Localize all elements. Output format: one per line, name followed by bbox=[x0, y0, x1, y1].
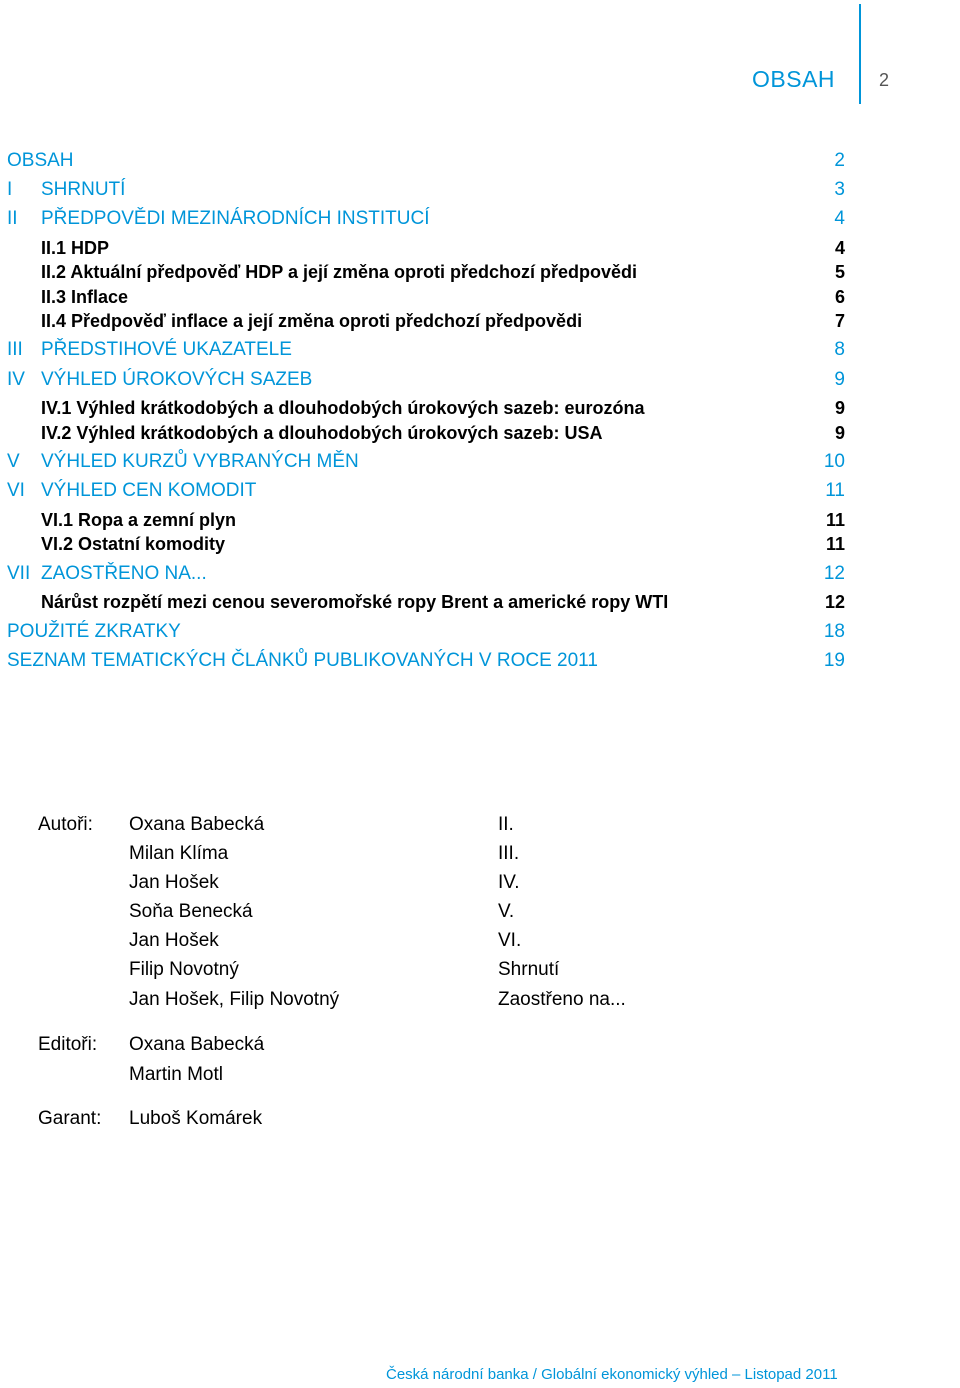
toc-entry-title: VÝHLED KURZŮ VYBRANÝCH MĚN bbox=[41, 451, 359, 472]
toc-entry-page: 11 bbox=[825, 534, 845, 554]
toc-entry-page: 11 bbox=[825, 510, 845, 530]
toc-entry-title: VI.1 Ropa a zemní plyn bbox=[41, 510, 237, 530]
toc-entry-title: Nárůst rozpětí mezi cenou severomořské ropy Brent a americké ropy WTI bbox=[41, 592, 669, 612]
toc-entry-number: V bbox=[7, 451, 20, 472]
toc-entry-page: 4 bbox=[834, 238, 845, 258]
toc-entry-title: II.3 Inflace bbox=[41, 287, 129, 307]
toc-entry[interactable] bbox=[7, 287, 845, 311]
author-section: Shrnutí bbox=[498, 959, 560, 980]
header-title: OBSAH bbox=[752, 66, 836, 92]
editor-name: Martin Motl bbox=[129, 1064, 223, 1085]
author-section: VI. bbox=[498, 930, 522, 951]
toc-entry[interactable] bbox=[7, 179, 845, 203]
author-name: Jan Hošek, Filip Novotný bbox=[129, 989, 340, 1010]
author-name: Jan Hošek bbox=[129, 872, 219, 893]
authors-label: Autoři: bbox=[38, 814, 93, 835]
toc-entry[interactable] bbox=[7, 423, 845, 447]
toc-entry-title: VI.2 Ostatní komodity bbox=[41, 534, 226, 554]
toc-entry-number: II bbox=[7, 208, 18, 229]
toc-entry-number: I bbox=[7, 179, 13, 200]
toc-entry-title: ZAOSTŘENO NA... bbox=[41, 563, 207, 584]
toc-entry-page: 7 bbox=[834, 311, 845, 331]
editors-label: Editoři: bbox=[38, 1034, 98, 1055]
toc-entry-number: OBSAH bbox=[7, 150, 74, 171]
page-footer: Česká národní banka / Globální ekonomický výhled – Listopad 2011 bbox=[386, 1366, 838, 1383]
toc-entry[interactable] bbox=[7, 451, 845, 475]
toc-entry-page: 19 bbox=[823, 650, 845, 671]
toc-entry[interactable] bbox=[7, 510, 845, 534]
header-page-number: 2 bbox=[879, 70, 890, 90]
toc-entry-page: 9 bbox=[834, 369, 845, 390]
toc-entry[interactable] bbox=[7, 238, 845, 262]
author-section: III. bbox=[498, 843, 520, 864]
toc-entry-page: 18 bbox=[823, 621, 845, 642]
toc-entry-title: IV.1 Výhled krátkodobých a dlouhodobých úrokových sazeb: eurozóna bbox=[41, 398, 645, 418]
toc-entry[interactable] bbox=[7, 398, 845, 422]
author-name: Soňa Benecká bbox=[129, 901, 253, 922]
toc-entry[interactable] bbox=[7, 150, 845, 174]
garant-name: Luboš Komárek bbox=[129, 1108, 263, 1129]
toc-entry-page: 9 bbox=[834, 398, 845, 418]
toc-entry-page: 3 bbox=[834, 179, 845, 200]
toc-entry-page: 9 bbox=[834, 423, 845, 443]
toc-entry[interactable] bbox=[7, 650, 845, 674]
author-section: V. bbox=[498, 901, 515, 922]
toc-entry-page: 6 bbox=[834, 287, 845, 307]
header-divider bbox=[859, 4, 861, 104]
toc-entry-page: 4 bbox=[834, 208, 845, 229]
toc-entry-title: VÝHLED ÚROKOVÝCH SAZEB bbox=[41, 369, 313, 390]
toc-entry[interactable] bbox=[7, 311, 845, 335]
toc-entry-page: 2 bbox=[834, 150, 845, 171]
toc-entry-page: 8 bbox=[834, 339, 845, 360]
toc-entry-number: VI bbox=[7, 480, 25, 501]
toc-entry-page: 5 bbox=[834, 262, 845, 282]
toc-entry-title: II.2 Aktuální předpověď HDP a její změna oproti předchozí předpovědi bbox=[41, 262, 638, 282]
author-name: Oxana Babecká bbox=[129, 814, 265, 835]
toc-entry[interactable] bbox=[7, 262, 845, 286]
toc-entry[interactable] bbox=[7, 208, 845, 232]
author-name: Filip Novotný bbox=[129, 959, 239, 980]
author-section: IV. bbox=[498, 872, 520, 893]
toc-entry-number: IV bbox=[7, 369, 25, 390]
toc-entry[interactable] bbox=[7, 563, 845, 587]
toc-entry-page: 12 bbox=[823, 563, 845, 584]
toc-entry[interactable] bbox=[7, 480, 845, 504]
toc-entry-title: SHRNUTÍ bbox=[41, 179, 126, 200]
toc-entry-title: IV.2 Výhled krátkodobých a dlouhodobých úrokových sazeb: USA bbox=[41, 423, 603, 443]
author-section: Zaostřeno na... bbox=[498, 989, 626, 1010]
toc-entry-title: PŘEDSTIHOVÉ UKAZATELE bbox=[41, 339, 292, 360]
toc-entry-title: VÝHLED CEN KOMODIT bbox=[41, 480, 257, 501]
toc-entry-page: 10 bbox=[823, 451, 845, 472]
toc-entry-number: POUŽITÉ ZKRATKY bbox=[7, 621, 181, 642]
toc-entry[interactable] bbox=[7, 621, 845, 645]
toc-entry-number: SEZNAM TEMATICKÝCH ČLÁNKŮ PUBLIKOVANÝCH V ROCE 2011 bbox=[7, 650, 598, 671]
editor-name: Oxana Babecká bbox=[129, 1034, 265, 1055]
toc-entry[interactable] bbox=[7, 592, 845, 616]
toc-entry-page: 11 bbox=[825, 480, 845, 501]
author-name: Milan Klíma bbox=[129, 843, 229, 864]
toc-entry[interactable] bbox=[7, 534, 845, 558]
toc-entry[interactable] bbox=[7, 339, 845, 363]
toc-entry-title: II.4 Předpověď inflace a její změna oproti předchozí předpovědi bbox=[41, 311, 583, 331]
toc-entry-number: III bbox=[7, 339, 23, 360]
author-name: Jan Hošek bbox=[129, 930, 219, 951]
garant-label: Garant: bbox=[38, 1108, 102, 1129]
toc-entry-number: VII bbox=[7, 563, 31, 584]
toc-entry-page: 12 bbox=[824, 592, 845, 612]
toc-entry-title: PŘEDPOVĚDI MEZINÁRODNÍCH INSTITUCÍ bbox=[41, 208, 430, 229]
toc-entry-title: II.1 HDP bbox=[41, 238, 110, 258]
toc-entry[interactable] bbox=[7, 369, 845, 393]
author-section: II. bbox=[498, 814, 514, 835]
